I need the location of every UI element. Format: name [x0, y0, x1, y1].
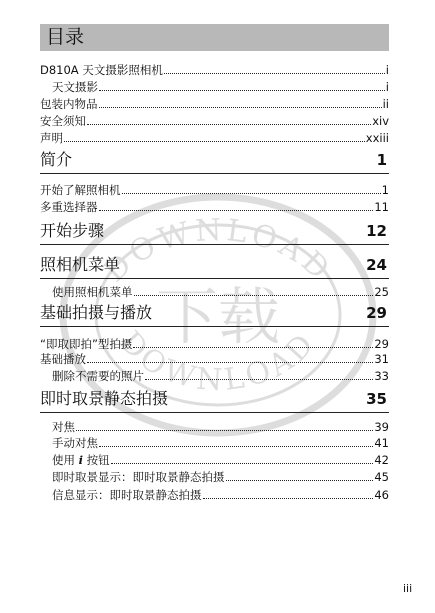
toc-entry-page: xxiii — [365, 131, 389, 145]
watermark-bottom-text: DOWNLOAD — [112, 324, 324, 399]
toc-entry[interactable] — [52, 78, 389, 94]
toc-section-heading[interactable] — [40, 300, 389, 327]
toc-entry-page: xiv — [372, 114, 389, 128]
dot-leader — [134, 295, 374, 296]
toc-entry[interactable] — [52, 451, 389, 467]
toc-entry-page: ii — [382, 97, 389, 111]
toc-entry[interactable] — [52, 468, 389, 484]
toc-entry-page: 1 — [381, 183, 389, 197]
toc-section-heading[interactable] — [40, 252, 389, 279]
toc-entry[interactable] — [52, 283, 389, 299]
toc-entry-page: 29 — [374, 337, 389, 351]
dot-leader — [76, 430, 373, 431]
section-title: 即时取景静态拍摄 — [40, 389, 169, 408]
section-page: 1 — [376, 151, 387, 169]
toc-entry[interactable] — [40, 198, 389, 214]
toc-entry[interactable] — [52, 434, 389, 450]
toc-section-heading[interactable] — [40, 386, 389, 413]
dot-leader — [64, 141, 365, 142]
watermark-center-text: 下载 — [155, 280, 281, 353]
toc-entry-page: 46 — [374, 488, 389, 502]
toc-entry-label: 多重选择器 — [40, 200, 98, 214]
dot-leader — [145, 379, 373, 380]
toc-entry-page: 25 — [374, 285, 389, 299]
dot-leader — [111, 463, 374, 464]
toc-entry-label: 使用照相机菜单 — [52, 285, 133, 299]
toc-entry[interactable] — [52, 418, 389, 434]
toc-entry-page: i — [385, 80, 389, 94]
section-page: 24 — [366, 256, 387, 274]
section-title: 开始步骤 — [40, 221, 105, 240]
toc-entry[interactable] — [40, 350, 389, 366]
toc-entry-label: 基础播放 — [40, 352, 86, 366]
toc-entry-label: “即取即拍”型拍摄 — [40, 337, 133, 351]
toc-entry-page: 33 — [374, 369, 389, 383]
toc-entry-label-suffix: 按钮 — [83, 453, 110, 467]
toc-entry-page: i — [385, 63, 389, 77]
dot-leader — [203, 498, 374, 499]
section-title: 照相机菜单 — [40, 255, 121, 274]
page-number: iii — [403, 582, 413, 595]
watermark-top-text: DOWNLOAD — [97, 212, 339, 290]
toc-entry-label: 开始了解照相机 — [40, 183, 121, 197]
toc-entry-label: 对焦 — [52, 420, 75, 434]
toc-entry-label: 手动对焦 — [52, 436, 98, 450]
toc-entry[interactable] — [52, 367, 389, 383]
toc-section-heading[interactable] — [40, 218, 389, 245]
toc-entry-label: 安全须知 — [40, 114, 86, 128]
toc-entry-label: D810A 天文摄影照相机 — [40, 63, 163, 77]
dot-leader — [133, 347, 373, 348]
dot-leader — [87, 124, 371, 125]
dot-leader — [164, 73, 385, 74]
section-title: 基础拍摄与播放 — [40, 303, 153, 322]
toc-header-bar — [40, 24, 389, 51]
dot-leader — [87, 362, 373, 363]
toc-entry[interactable] — [40, 95, 389, 111]
toc-entry[interactable] — [40, 112, 389, 128]
toc-entry-label: 信息显示：即时取景静态拍摄 — [52, 488, 202, 502]
toc-entry-label-prefix: 使用 — [52, 453, 79, 467]
toc-entry[interactable] — [40, 61, 389, 77]
dot-leader — [99, 210, 374, 211]
toc-entry-page: 41 — [374, 436, 389, 450]
dot-leader — [99, 107, 382, 108]
toc-entry[interactable] — [52, 486, 389, 502]
dot-leader — [99, 90, 385, 91]
toc-entry-label: 即时取景显示：即时取景静态拍摄 — [52, 470, 225, 484]
toc-entry-label: 声明 — [40, 131, 63, 145]
toc-entry-label: 包装内物品 — [40, 97, 98, 111]
toc-entry-label: 天文摄影 — [52, 80, 98, 94]
toc-entry-page: 42 — [374, 453, 389, 467]
dot-leader — [99, 446, 373, 447]
section-title: 简介 — [40, 150, 73, 169]
toc-section-heading[interactable] — [40, 147, 389, 174]
page-title: 目录 — [46, 26, 85, 48]
section-page: 29 — [366, 304, 387, 322]
i-button-icon: i — [78, 453, 84, 467]
toc-entry-label — [52, 453, 110, 467]
toc-entry[interactable] — [40, 129, 389, 145]
dot-leader — [122, 193, 381, 194]
toc-entry-page: 45 — [374, 470, 389, 484]
toc-entry[interactable] — [40, 335, 389, 351]
toc-entry-page: 31 — [374, 352, 389, 366]
dot-leader — [226, 480, 374, 481]
section-page: 35 — [366, 390, 387, 408]
toc-entry[interactable] — [40, 181, 389, 197]
toc-entry-label: 删除不需要的照片 — [52, 369, 144, 383]
toc-entry-page: 11 — [374, 200, 389, 214]
section-page: 12 — [366, 222, 387, 240]
toc-entry-page: 39 — [374, 420, 389, 434]
